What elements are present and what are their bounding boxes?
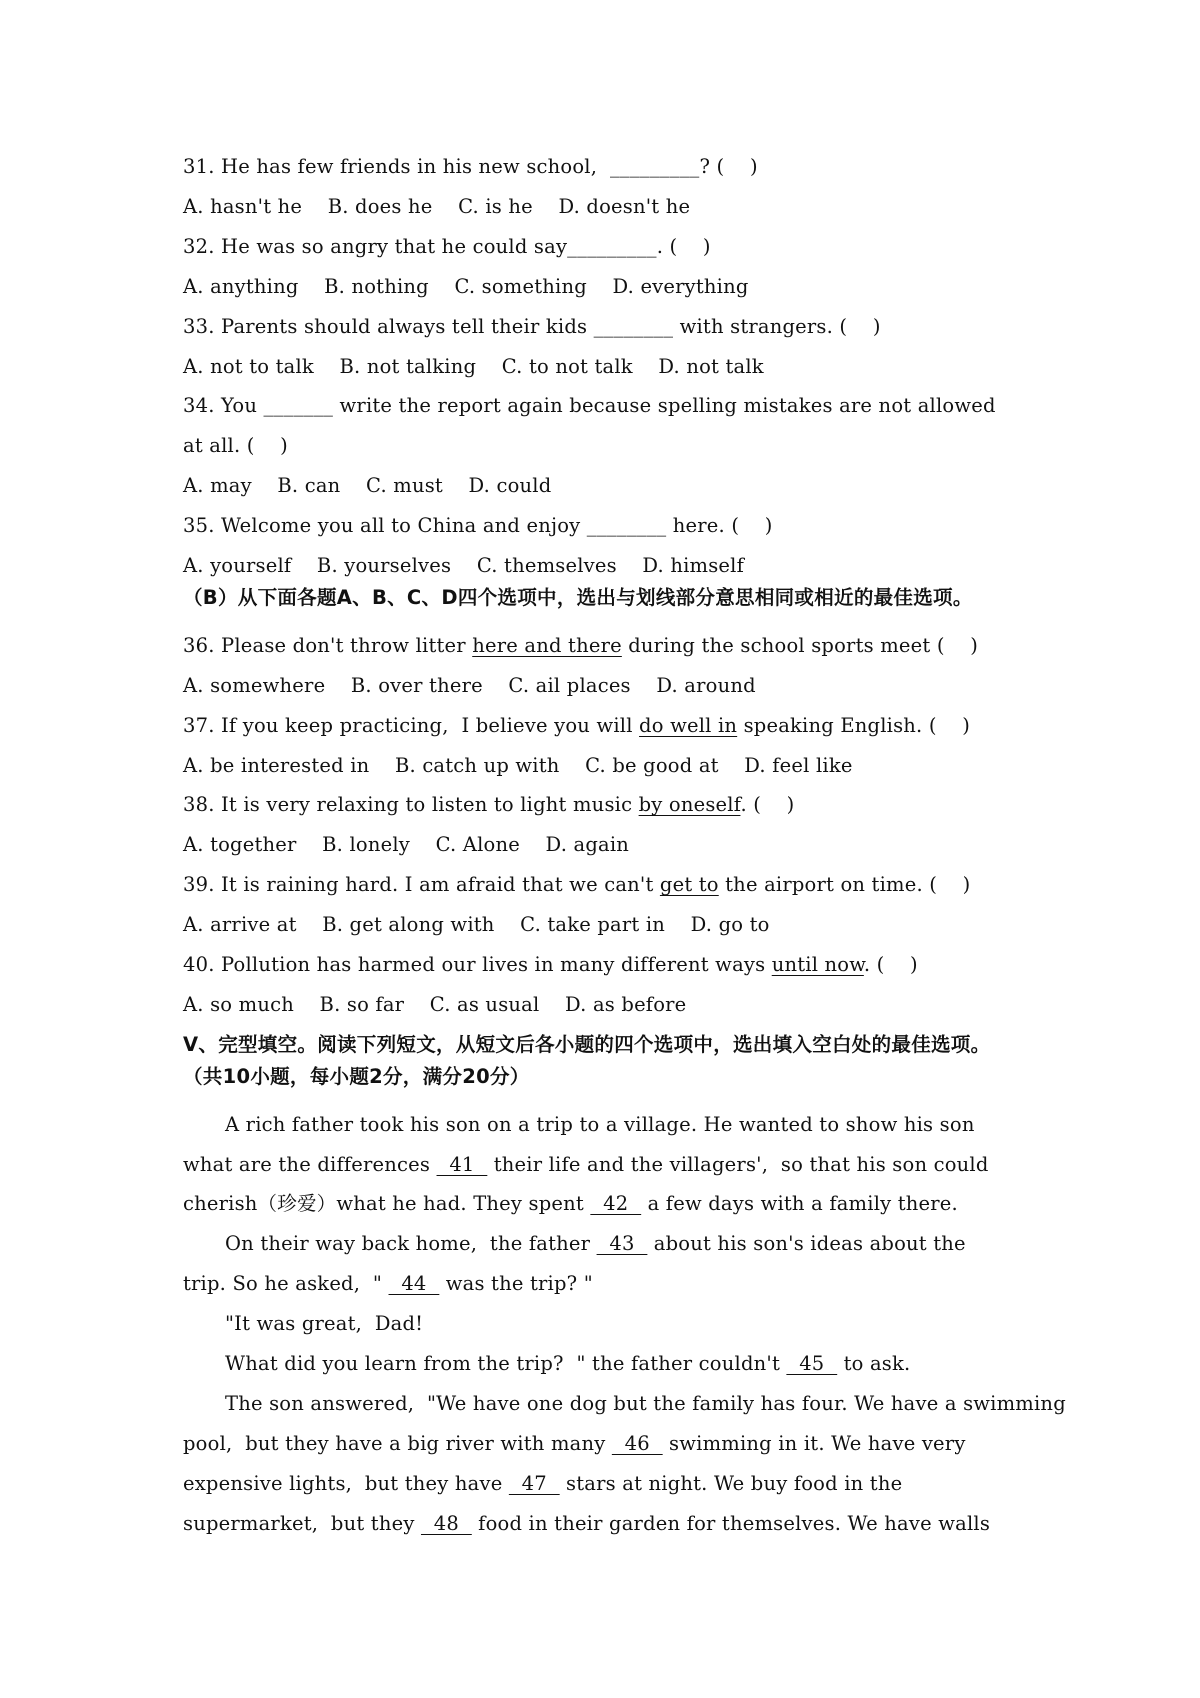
text-line — [183, 674, 756, 698]
text-segment: trip. So he asked, " — [183, 1272, 389, 1296]
underlined-text: 42 — [590, 1192, 642, 1216]
underlined-text: by oneself — [638, 793, 741, 817]
text-line — [183, 833, 629, 857]
underlined-text: 46 — [611, 1431, 663, 1455]
text-segment: A rich father took his son on a trip to a village. He wanted to show his son — [225, 1112, 975, 1136]
text-segment: 33. Parents should always tell their kids ________ with strangers. ( ) — [183, 314, 881, 338]
text-segment: A. hasn't he B. does he C. is he D. doesn't he — [183, 194, 691, 218]
text-segment: ? ( ) — [699, 155, 758, 178]
text-segment: 31. He has few friends in his new school, — [183, 155, 610, 178]
text-line — [225, 1392, 1066, 1416]
text-line — [183, 953, 918, 977]
text-segment: （共10小题，每小题2分，满分20分） — [183, 1064, 530, 1088]
text-segment: . ( ) — [740, 793, 795, 817]
text-segment: was the trip? " — [439, 1272, 593, 1296]
underlined-text: until now — [771, 953, 864, 976]
text-segment: A. so much B. so far C. as usual D. as before — [183, 992, 687, 1016]
text-line — [183, 1153, 989, 1177]
text-line — [225, 1312, 423, 1336]
text-segment: What did you learn from the trip? " the father couldn't — [225, 1352, 787, 1375]
text-line — [183, 235, 711, 259]
text-line — [183, 275, 749, 299]
text-segment: 39. It is raining hard. I am afraid that we can't — [183, 873, 660, 897]
text-line — [183, 1472, 902, 1496]
text-segment: 38. It is very relaxing to listen to light music — [183, 793, 639, 817]
text-line — [183, 793, 794, 817]
text-segment: expensive lights, but they have — [183, 1471, 509, 1495]
text-segment: at all. ( ) — [183, 434, 288, 458]
text-line — [183, 554, 744, 578]
text-segment: 32. He was so angry that he could say_________. ( ) — [183, 234, 711, 258]
text-line — [183, 434, 288, 458]
section-heading — [183, 586, 973, 610]
text-segment: pool, but they have a big river with many — [183, 1431, 612, 1455]
text-line — [183, 355, 764, 379]
text-line — [183, 195, 690, 219]
text-line — [183, 1512, 990, 1536]
text-segment: A. be interested in B. catch up with C. be good at D. feel like — [183, 753, 853, 777]
text-line — [225, 1352, 910, 1376]
text-segment: stars at night. We buy food in the — [559, 1471, 903, 1495]
text-segment: their life and the villagers', so that his son could — [487, 1152, 989, 1176]
text-segment: a few days with a family there. — [641, 1192, 958, 1216]
text-segment: A. anything B. nothing C. something D. everything — [183, 274, 749, 298]
text-line — [183, 155, 758, 179]
text-line — [183, 754, 853, 778]
underlined-text: 47 — [508, 1471, 560, 1495]
text-segment: The son answered, "We have one dog but the family has four. We have a swimming — [225, 1391, 1066, 1415]
text-line — [183, 993, 686, 1017]
underlined-text: here and there — [472, 633, 622, 657]
text-line — [183, 394, 996, 418]
text-segment: the airport on time. ( ) — [718, 873, 971, 897]
text-line — [183, 1272, 593, 1296]
text-line — [183, 315, 881, 339]
text-segment: during the school sports meet ( ) — [621, 633, 979, 657]
text-segment: 34. You _______ write the report again because spelling mistakes are not allowed — [183, 394, 996, 418]
text-segment: A. together B. lonely C. Alone D. again — [183, 833, 630, 857]
text-segment: A. yourself B. yourselves C. themselves D. himself — [183, 554, 745, 577]
text-segment: what are the differences — [183, 1152, 437, 1176]
underlined-text: 43 — [596, 1232, 648, 1256]
text-segment: . ( ) — [863, 953, 918, 976]
text-segment: A. arrive at B. get along with C. take part in D. go to — [183, 913, 770, 937]
underlined-text: 45 — [786, 1352, 838, 1375]
text-line — [225, 1232, 966, 1256]
text-segment: to ask. — [837, 1352, 911, 1375]
underlined-text: 44 — [388, 1272, 440, 1296]
underlined-text: 48 — [420, 1511, 472, 1535]
text-segment: V、完型填空。阅读下列短文，从短文后各小题的四个选项中，选出填入空白处的最佳选项。 — [183, 1032, 991, 1056]
text-segment: 35. Welcome you all to China and enjoy ________ here. ( ) — [183, 514, 773, 538]
text-segment: On their way back home, the father — [225, 1232, 597, 1256]
text-segment: 40. Pollution has harmed our lives in many different ways — [183, 953, 772, 976]
text-line — [183, 634, 978, 658]
text-segment: cherish（珍爱）what he had. They spent — [183, 1192, 591, 1216]
text-segment: swimming in it. We have very — [662, 1431, 966, 1455]
text-segment: A. somewhere B. over there C. ail places D. around — [183, 673, 756, 697]
text-line — [183, 873, 970, 897]
text-segment: food in their garden for themselves. We have walls — [471, 1511, 991, 1535]
text-line — [183, 1432, 966, 1456]
text-segment: 37. If you keep practicing, I believe you will — [183, 713, 640, 737]
text-line — [183, 474, 551, 498]
text-line — [183, 1192, 958, 1216]
text-segment: A. may B. can C. must D. could — [183, 474, 552, 498]
text-line — [183, 514, 773, 538]
text-segment: （B）从下面各题A、B、C、D四个选项中，选出与划线部分意思相同或相近的最佳选项。 — [183, 585, 973, 609]
text-line — [183, 714, 970, 738]
underlined-text: get to — [659, 873, 719, 897]
text-segment: supermarket, but they — [183, 1511, 421, 1535]
section-heading — [183, 1033, 990, 1057]
text-segment: 36. Please don't throw litter — [183, 633, 473, 657]
text-segment: _________ — [609, 155, 700, 178]
underlined-text: 41 — [436, 1152, 488, 1176]
underlined-text: do well in — [639, 713, 738, 737]
section-heading — [183, 1065, 530, 1089]
text-segment: "It was great, Dad! — [225, 1312, 424, 1336]
text-segment: about his son's ideas about the — [647, 1232, 966, 1256]
text-segment: A. not to talk B. not talking C. to not talk D. not talk — [183, 354, 764, 378]
text-line — [183, 913, 770, 937]
text-segment: speaking English. ( ) — [737, 713, 971, 737]
text-line — [225, 1113, 975, 1137]
